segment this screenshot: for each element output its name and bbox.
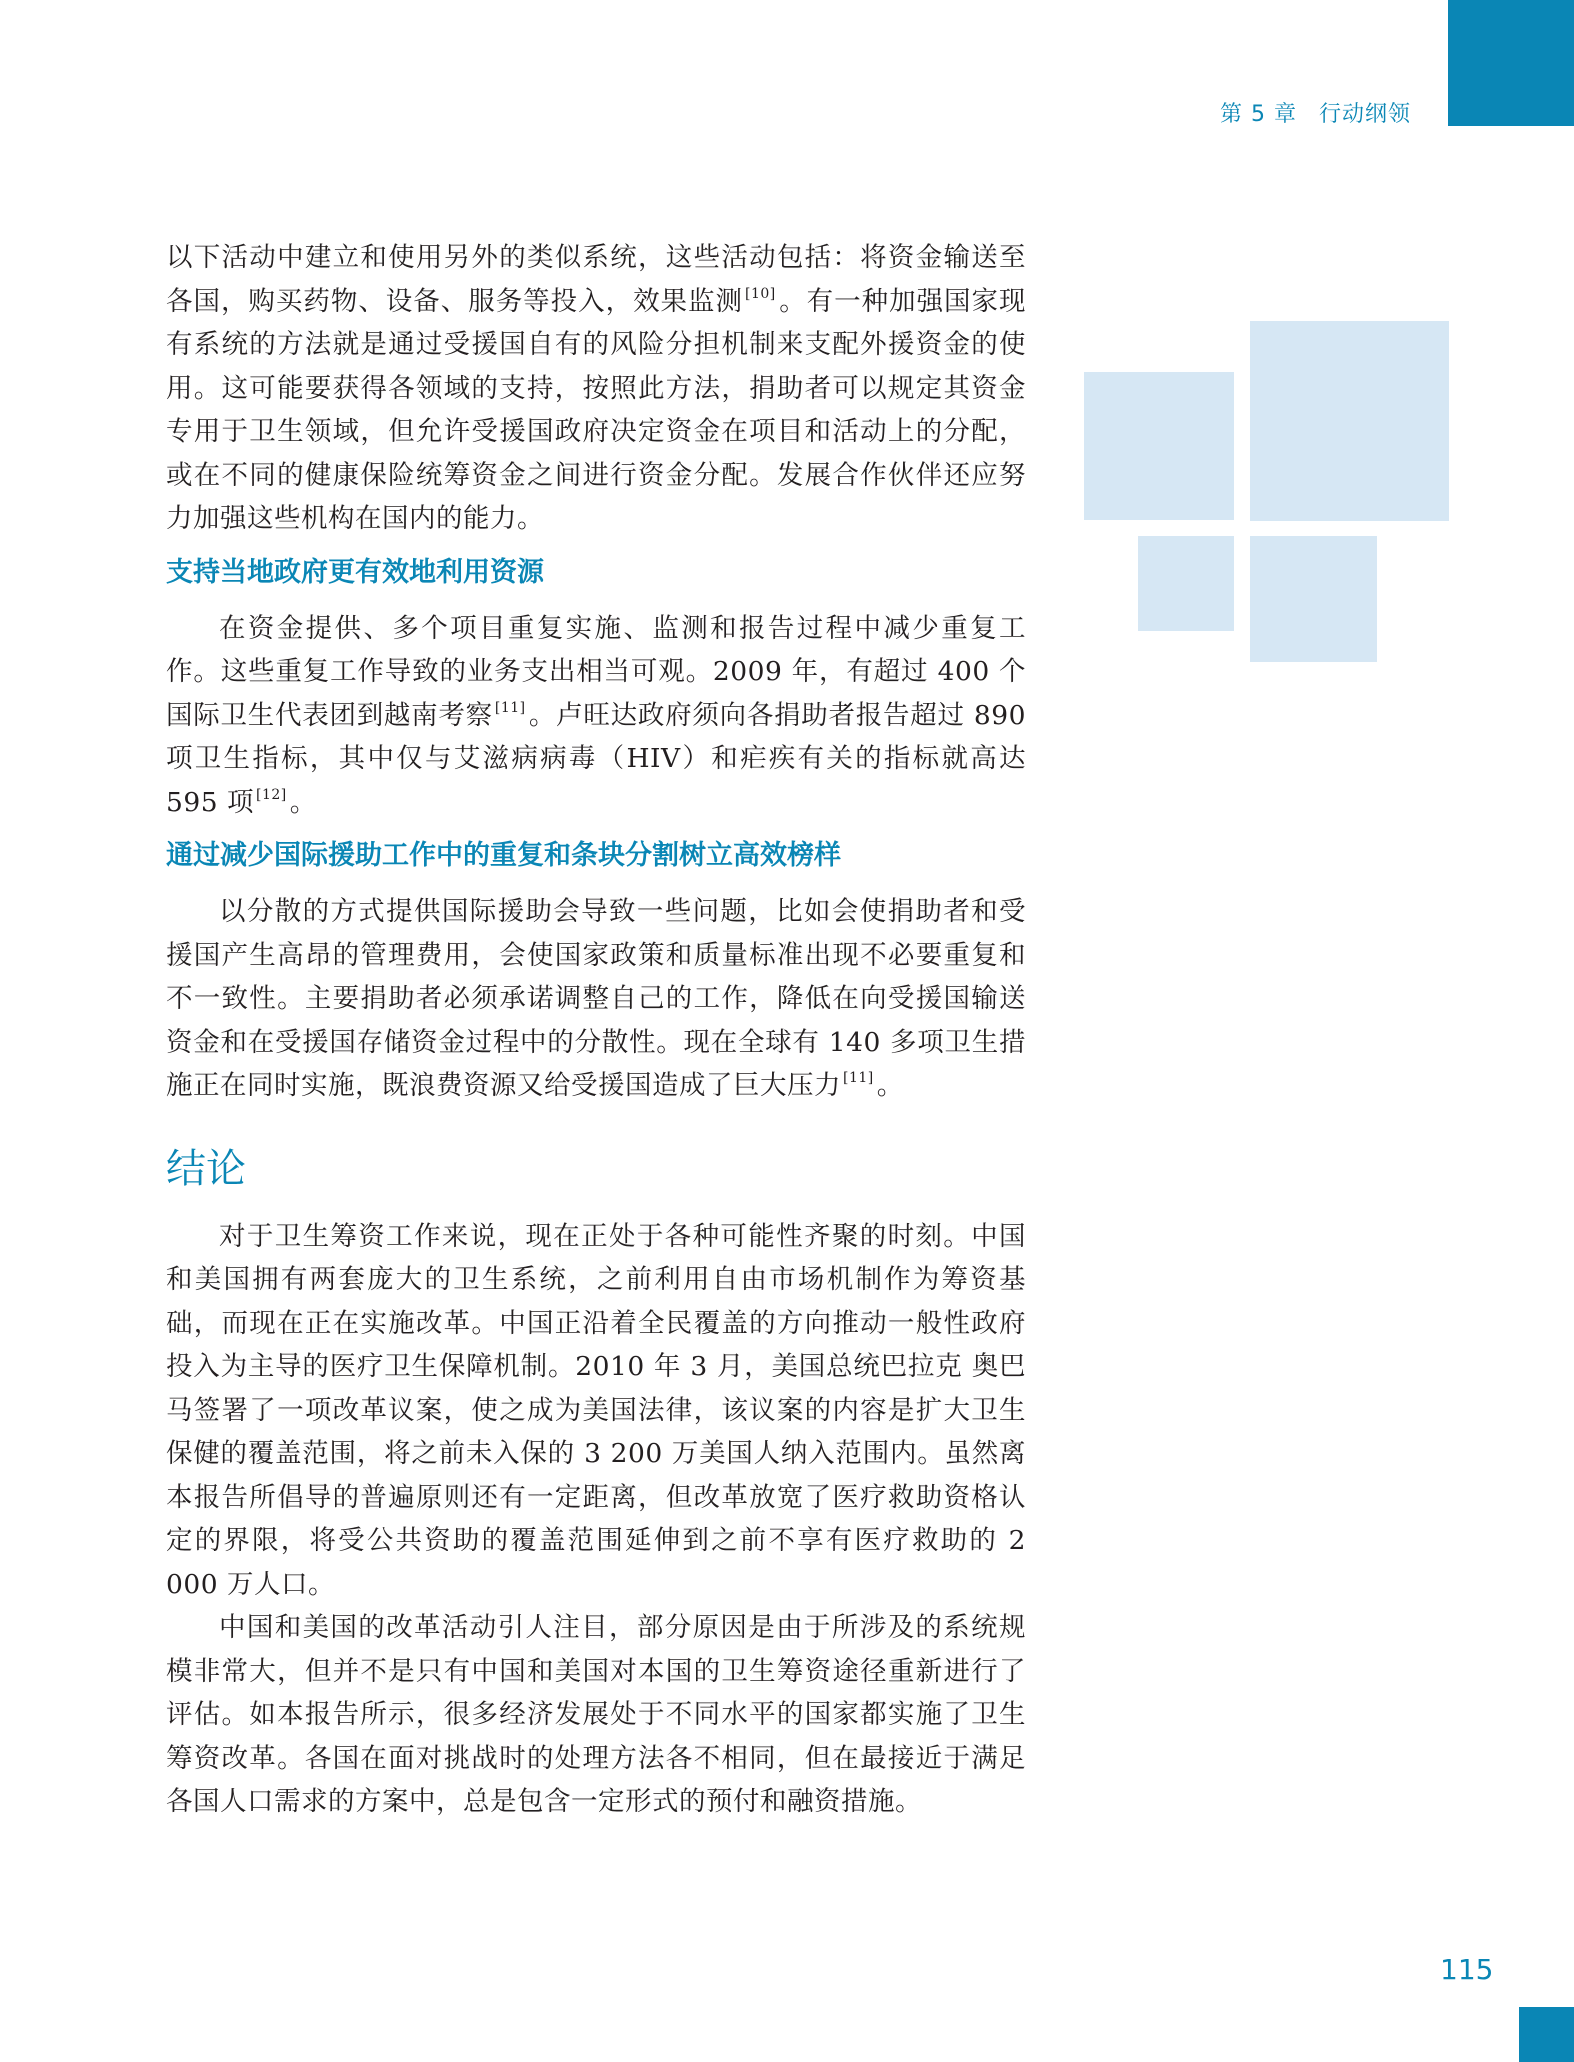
paragraph-2 bbox=[166, 607, 1026, 825]
decor-square-2 bbox=[1084, 372, 1234, 520]
page-number: 115 bbox=[1440, 1953, 1494, 1986]
paragraph-5: 中国和美国的改革活动引人注目，部分原因是由于所涉及的系统规模非常大，但并不是只有中国和美国对本国的卫生筹资途径重新进行了评估。如本报告所示，很多经济发展处于不同水平的国家都实施了卫生筹资改革。各国在面对挑战时的处理方法各不相同，但在最接近于满足各国人口需求的方案中，总是包含一定形式的预付和融资措施。 bbox=[166, 1612, 1026, 1817]
citation-12: [12] bbox=[256, 786, 287, 803]
citation-11-second: [11] bbox=[843, 1070, 874, 1086]
decor-square-4 bbox=[1250, 536, 1377, 662]
citation-10: [10] bbox=[744, 285, 776, 302]
decor-square-3 bbox=[1138, 536, 1234, 631]
chapter-number: 第 5 章 bbox=[1220, 102, 1297, 127]
decor-square-1 bbox=[1250, 321, 1449, 521]
corner-tab-bottom bbox=[1519, 2007, 1574, 2062]
paragraph-2-text-a: 在资金提供、多个项目重复实施、监测和报告过程中减少重复工作。这些重复工作导致的业务支出相当可观。2009 年，有超过 400 个国际卫生代表团到越南考察 bbox=[166, 612, 1026, 731]
paragraph-2-text-c: 。 bbox=[289, 786, 317, 818]
paragraph-4: 对于卫生筹资工作来说，现在正处于各种可能性齐聚的时刻。中国和美国拥有两套庞大的卫生系统，之前利用自由市场机制作为筹资基础，而现在正在实施改革。中国正沿着全民覆盖的方向推动一般性政府投入为主导的医疗卫生保障机制。2010 年 3 月，美国总统巴拉克 奥巴马签署了一项改革议案，使之成为美国法律，该议案的内容是扩大卫生保健的覆盖范围，将之前未入保的 3 200 万美国人纳入范围内。虽然离本报告所倡导的普遍原则还有一定距离，但改革放宽了医疗救助资格认定的界限，将受公共资助的覆盖范围延伸到之前不享有医疗救助的 2 000 万人口。 bbox=[166, 1220, 1026, 1600]
citation-11: [11] bbox=[494, 699, 526, 716]
paragraph-1-text-a: 以下活动中建立和使用另外的类似系统，这些活动包括：将资金输送至各国，购买药物、设备、服务等投入，效果监测 bbox=[166, 242, 1026, 317]
paragraph-2-text-b: 。卢旺达政府须向各捐助者报告超过 890 项卫生指标，其中仅与艾滋病病毒（HIV）和疟疾有关的指标就高达 595 项 bbox=[166, 699, 1027, 818]
chapter-title: 行动纲领 bbox=[1318, 102, 1411, 127]
paragraph-1-text-b: 。有一种加强国家现有系统的方法就是通过受援国自有的风险分担机制来支配外援资金的使用。这可能要获得各领域的支持，按照此方法，捐助者可以规定其资金专用于卫生领域，但允许受援国政府决定资金在项目和活动上的分配，或在不同的健康保险统筹资金之间进行资金分配。发展合作伙伴还应努力加强这些机构在国内的能力。 bbox=[166, 285, 1027, 534]
paragraph-1 bbox=[166, 236, 1026, 541]
corner-tab-top bbox=[1448, 0, 1574, 126]
paragraph-3-text-a: 以分散的方式提供国际援助会导致一些问题，比如会使捐助者和受援国产生高昂的管理费用，会使国家政策和质量标准出现不必要重复和不一致性。主要捐助者必须承诺调整自己的工作，降低在向受援国输送资金和在受援国存储资金过程中的分散性。现在全球有 140 多项卫生措施正在同时实施，既浪费资源又给受援国造成了巨大压力 bbox=[166, 896, 1026, 1101]
subheading-reduce-duplication: 通过减少国际援助工作中的重复和条块分割树立高效榜样 bbox=[166, 840, 841, 871]
paragraph-3-text-b: 。 bbox=[876, 1070, 904, 1101]
paragraph-3 bbox=[166, 890, 1026, 1108]
section-heading-conclusion: 结论 bbox=[166, 1145, 246, 1192]
running-header bbox=[1220, 97, 1411, 128]
main-content bbox=[166, 236, 1026, 1824]
subheading-local-government: 支持当地政府更有效地利用资源 bbox=[166, 556, 544, 588]
